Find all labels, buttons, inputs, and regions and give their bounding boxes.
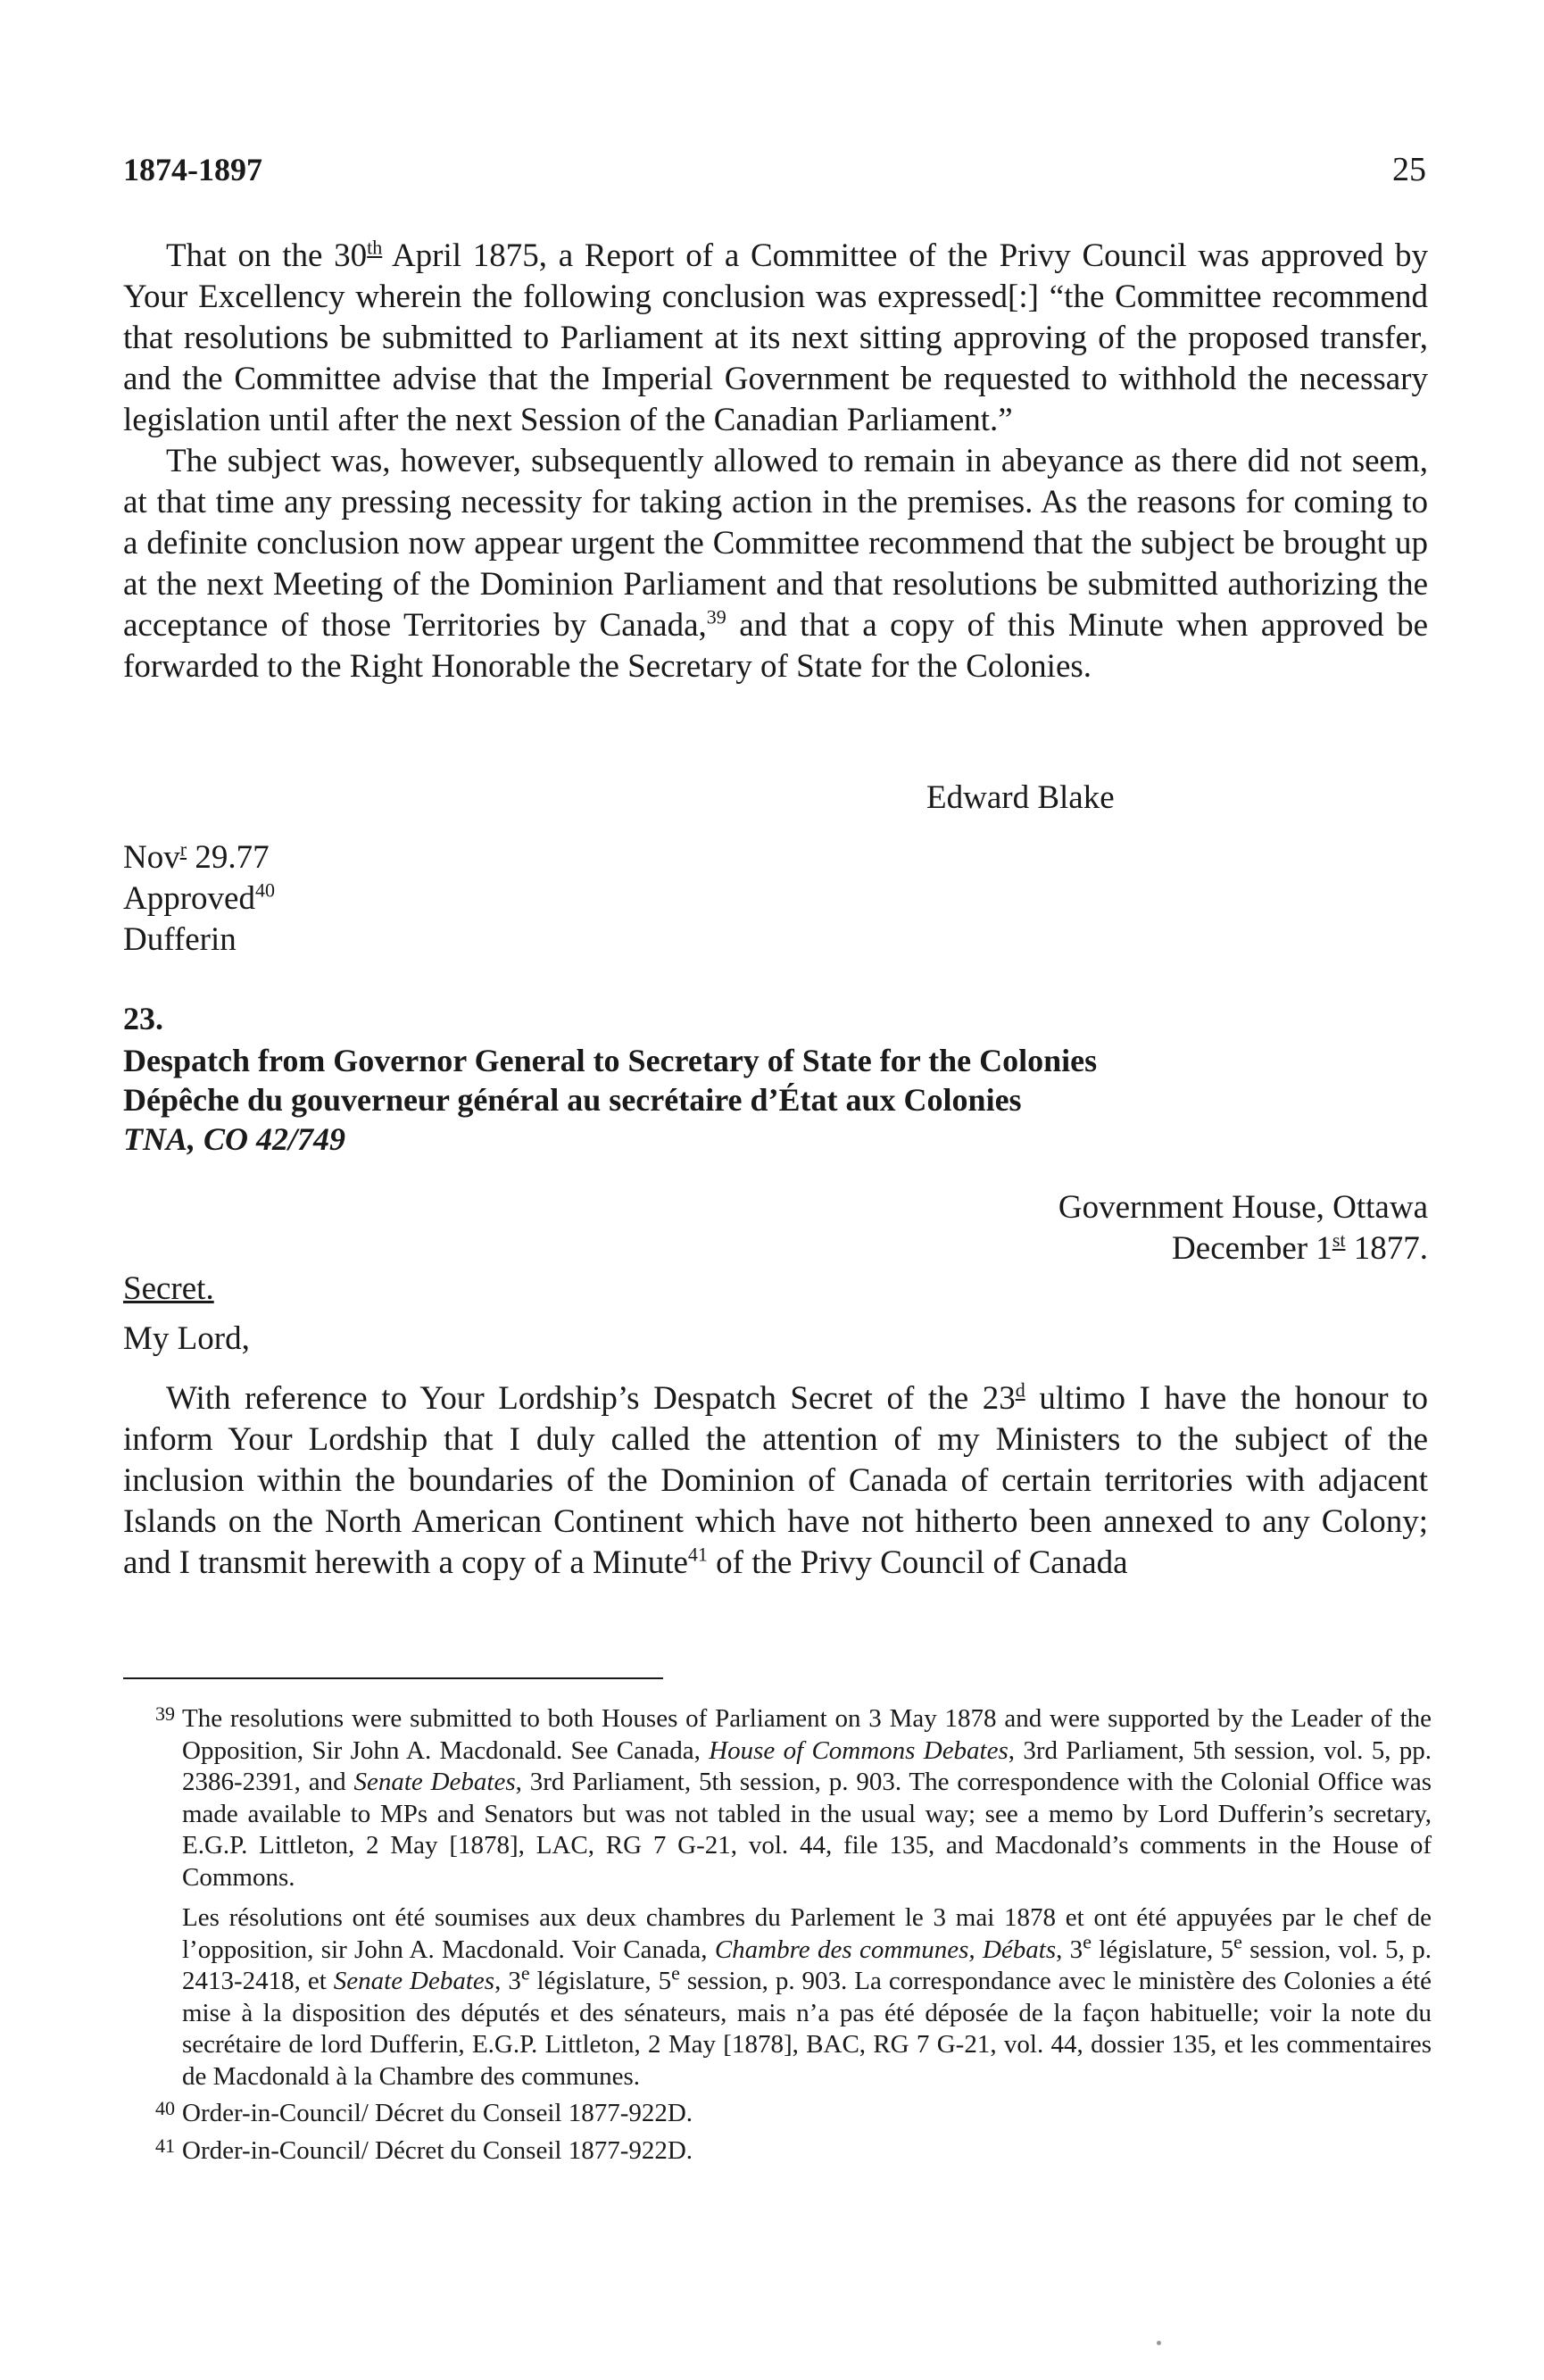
minute-paragraph-2: The subject was, however, subsequently allowed to remain in abeyance as there did not seem, at that time any pressing necessity for taking action in the premises. As the reasons for coming to a definite conclusion now appear urgent the Committee recommend that the subject be brought up at the next Meeting of the Dominion Parliament and that resolutions be submitted authorizing the acceptance of those Territories by Canada,$^{39}$ and that a copy of this Minute when approved be forwarded to the Right Honorable the Secretary of State for the Colonies. [123,443,1429,685]
footnote-ref-40[interactable]: 40 [254,878,275,902]
address-line: Government House, Ottawa [1058,1189,1428,1226]
approval-approved: Approved$^{40}$ [123,878,275,917]
approval-date: Nov$^r$ 29.77 [123,837,270,876]
footnote-40: 40 Order-in-Council/ Décret du Conseil 1877-922D. [123,2098,1432,2130]
footnotes [123,1703,1432,2167]
footnote-separator [123,1677,663,1679]
document-number: 23. [123,1001,163,1036]
footnote-ref-41[interactable]: 41 [687,1543,708,1566]
scan-speck [1157,2341,1161,2345]
footnote-41: 41 Order-in-Council/ Décret du Conseil 1877-922D. [123,2135,1432,2168]
footnote-marker: 41 [155,2134,175,2157]
letter-body [123,1378,1428,1584]
letter-date: December 1st 1877. [1172,1228,1428,1267]
footnote-39-french: Les résolutions ont été soumises aux deux chambres du Parlement le 3 mai 1878 et ont été appuyées par le chef de l’opposition, sir John A. Macdonald. Voir Canada, Chambre des communes, Débats, 3e législature, 5e session, vol. 5, p. 2413-2418, et Senate Debates, 3e législature, 5e session, p. 903. La correspondance avec le ministère des Colonies a été mise à la disposition des députés et des sénateurs, mais n’a pas été déposée de la façon habituelle; voir la note du secrétaire de lord Dufferin, E.G.P. Littleton, 2 May [1878], BAC, RG 7 G-21, vol. 44, dossier 135, et les commentaires de Macdonald à la Chambre des communes. [182,1903,1432,2091]
document-title-french: Dépêche du gouverneur général au secrétaire d’État aux Colonies [123,1082,1022,1118]
minute-body [123,236,1428,687]
minute-paragraph-1: That on the 30th April 1875, a Report of a Committee of the Privy Council was approved by Your Excellency wherein the following conclusion was expressed[:] “the Committee recommend that resolutions be submitted to Parliament at its next sitting approving of the proposed transfer, and the Committee advise that the Imperial Government be requested to withhold the necessary legislation until after the next Session of the Canadian Parliament.” [123,236,1428,438]
signature-edward-blake: Edward Blake [926,779,1115,816]
page-number: 25 [1392,151,1426,188]
running-head-date-range: 1874-1897 [123,152,262,187]
salutation: My Lord, [123,1320,250,1357]
footnote-39: 39 The resolutions were submitted to both Houses of Parliament on 3 May 1878 and were supported by the Leader of the Opposition, Sir John A. Macdonald. See Canada, House of Commons Debates, 3rd Parliament, 5th session, vol. 5, pp. 2386-2391, and Senate Debates, 3rd Parliament, 5th session, p. 903. The correspondence with the Colonial Office was made available to MPs and Senators but was not tabled in the usual way; see a memo by Lord Dufferin’s secretary, E.G.P. Littleton, 2 May [1878], LAC, RG 7 G-21, vol. 44, file 135, and Macdonald’s comments in the House of Commons. [123,1703,1432,1893]
footnote-marker: 40 [155,2097,175,2119]
document-source: TNA, CO 42/749 [123,1121,346,1157]
footnote-ref-39[interactable]: 39 [706,605,726,628]
document-title-english: Despatch from Governor General to Secretary of State for the Colonies [123,1043,1098,1078]
footnote-marker: 39 [155,1702,175,1725]
letter-address [892,1187,1428,1269]
secret-label: Secret. [123,1270,214,1307]
running-head [123,150,1426,189]
letter-paragraph: With reference to Your Lordship’s Despatch Secret of the 23$^d$ ultimo I have the honour to inform Your Lordship that I duly called the attention of my Ministers to the subject of the inclusion within the boundaries of the Dominion of Canada of certain territories with adjacent Islands on the North American Continent which have not hitherto been annexed to any Colony; and I transmit herewith a copy of a Minute$^{41}$ of the Privy Council of Canada [123,1378,1428,1581]
document-heading [123,1041,1097,1159]
approval-block [123,837,275,961]
approval-signature: Dufferin [123,921,237,958]
